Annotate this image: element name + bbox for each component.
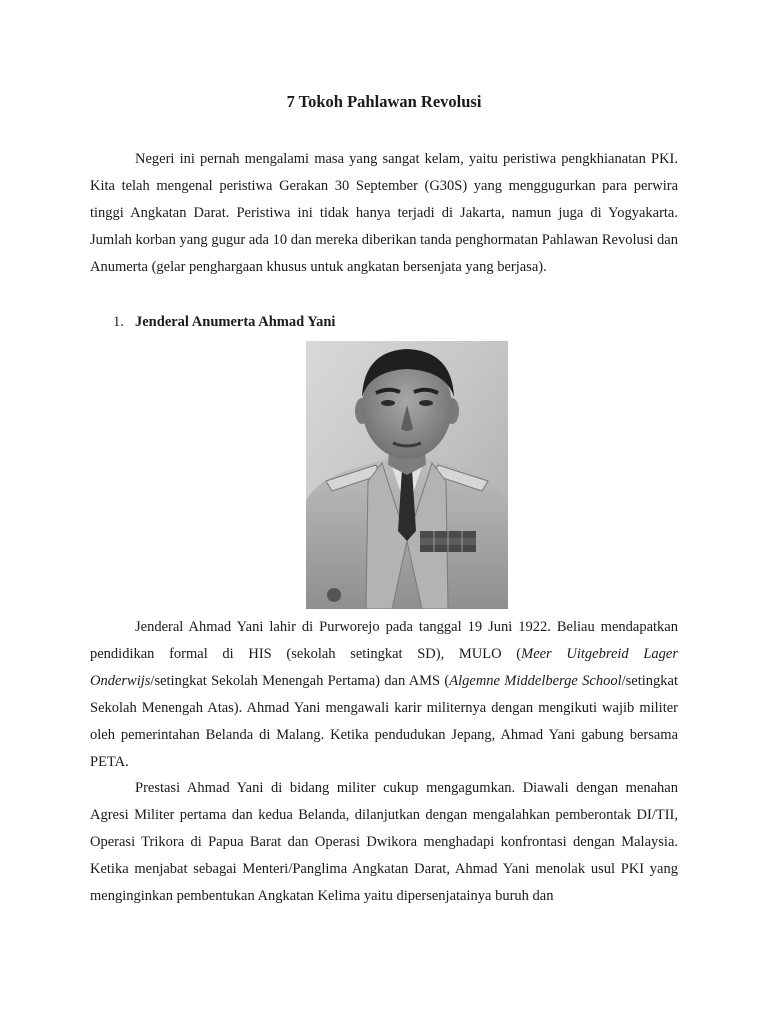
bio-text-1: Jenderal Ahmad Yani lahir di Purworejo pada tanggal 19 Juni 1922. Beliau mendapatkan pendidikan formal di HIS (sekolah setingkat SD), MULO ( bbox=[90, 619, 678, 662]
achievements-paragraph: Prestasi Ahmad Yani di bidang militer cukup mengagumkan. Diawali dengan menahan Agresi Militer pertama dan kedua Belanda, dilanjutkan dengan mengalahkan pemberontak DI/TII, Operasi Trikora di Papua Barat dan Operasi Dwikora menghadapi konfrontasi dengan Malaysia. Ketika menjabat sebagai Menteri/Panglima Angkatan Darat, Ahmad Yani menolak usul PKI yang menginginkan pembentukan Angkatan Kelima yaitu dipersenjatainya buruh dan bbox=[90, 780, 678, 904]
document-title: 7 Tokoh Pahlawan Revolusi bbox=[286, 92, 482, 111]
mulo-full-name: Meer Uitgebreid Lager Onderwijs bbox=[90, 646, 678, 689]
biography-paragraph bbox=[90, 614, 678, 776]
list-item-ahmad-yani bbox=[113, 309, 335, 336]
bio-text-2: /setingkat Sekolah Menengah Pertama) dan AMS ( bbox=[150, 673, 450, 689]
portrait-photo bbox=[306, 341, 508, 609]
intro-paragraph: Negeri ini pernah mengalami masa yang sangat kelam, yaitu peristiwa pengkhianatan PKI. Kita telah mengenal peristiwa Gerakan 30 September (G30S) yang menggugurkan para perwira tinggi Angkatan Darat. Peristiwa ini tidak hanya terjadi di Jakarta, namun juga di Yogyakarta. Jumlah korban yang gugur ada 10 dan mereka diberikan tanda penghormatan Pahlawan Revolusi dan Anumerta (gelar penghargaan khusus untuk angkatan bersenjata yang berjasa). bbox=[90, 151, 678, 275]
ams-full-name: Algemne Middelberge School bbox=[449, 673, 622, 689]
list-number: 1. bbox=[113, 314, 124, 330]
bio-text-3: /setingkat Sekolah Menengah Atas). Ahmad Yani mengawali karir militernya dengan mengikuti wajib militer oleh pemerintahan Belanda di Malang. Ketika pendudukan Jepang, Ahmad Yani gabung bersama PETA. bbox=[90, 673, 678, 770]
list-item-title: Jenderal Anumerta Ahmad Yani bbox=[135, 314, 336, 330]
portrait-image bbox=[306, 341, 508, 609]
